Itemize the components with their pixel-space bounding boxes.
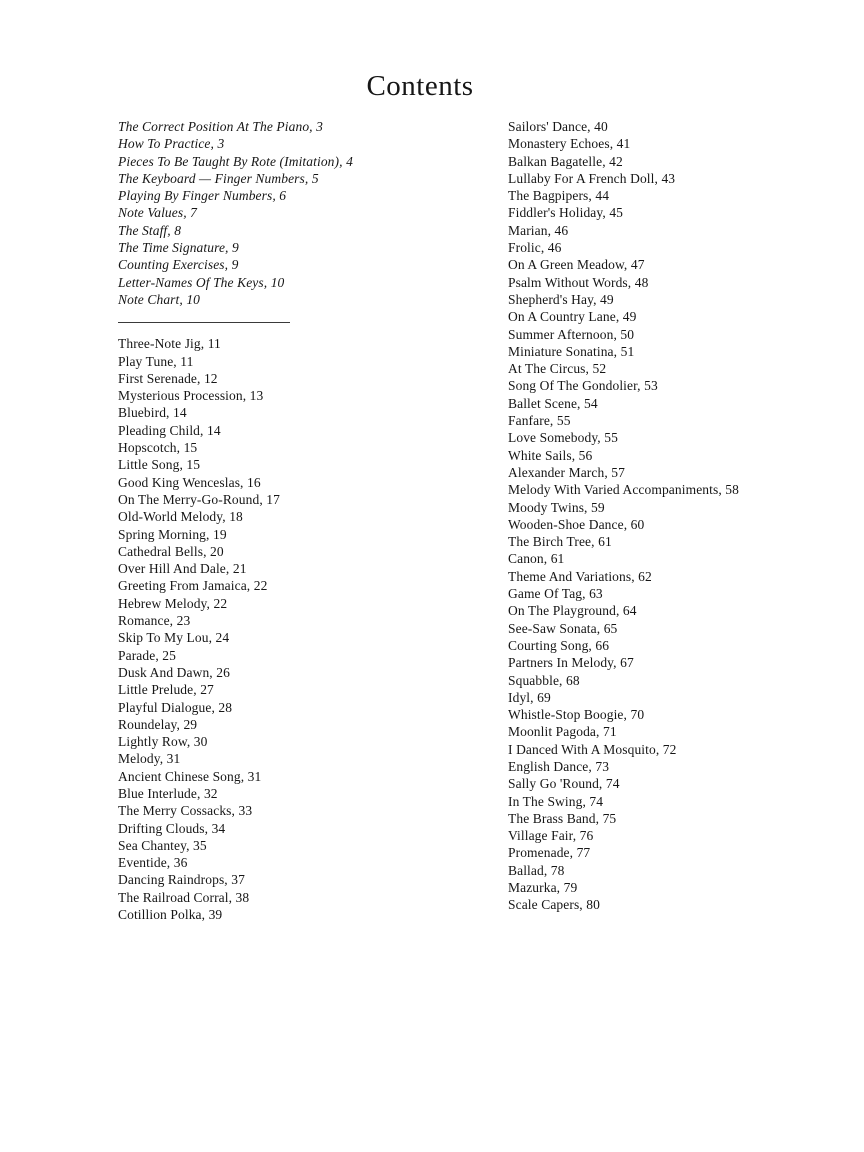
toc-entry: Romance, 23	[118, 613, 191, 629]
toc-entry: Partners In Melody, 67	[508, 655, 634, 671]
toc-entry: Miniature Sonatina, 51	[508, 343, 635, 359]
toc-entry: How To Practice, 3	[118, 136, 225, 152]
toc-entry: In The Swing, 74	[508, 793, 604, 809]
toc-entry: Cotillion Polka, 39	[118, 907, 223, 923]
toc-entry: Shepherd's Hay, 49	[508, 291, 614, 307]
toc-entry: The Correct Position At The Piano, 3	[118, 119, 323, 134]
toc-entry: Marian, 46	[508, 222, 569, 238]
toc-entry: Scale Capers, 80	[508, 897, 600, 913]
toc-entry: Roundelay, 29	[118, 716, 198, 732]
toc-entry: Hebrew Melody, 22	[118, 595, 228, 611]
toc-entry: Melody, 31	[118, 751, 181, 767]
toc-entry: Sea Chantey, 35	[118, 837, 207, 853]
toc-entry: Greeting From Jamaica, 22	[118, 578, 268, 594]
toc-entry: Good King Wenceslas, 16	[118, 474, 261, 490]
toc-entry: The Brass Band, 75	[508, 810, 617, 826]
toc-entry: Ancient Chinese Song, 31	[118, 768, 262, 784]
toc-entry: Playful Dialogue, 28	[118, 699, 233, 715]
toc-entry: Song Of The Gondolier, 53	[508, 378, 658, 394]
toc-entry: Old-World Melody, 18	[118, 509, 243, 525]
toc-entry: Mazurka, 79	[508, 880, 578, 896]
toc-entry: Canon, 61	[508, 551, 565, 567]
toc-entry: Drifting Clouds, 34	[118, 820, 226, 836]
toc-entry: Fanfare, 55	[508, 413, 571, 429]
toc-entry: Pieces To Be Taught By Rote (Imitation), 4	[118, 153, 353, 169]
toc-entry: White Sails, 56	[508, 447, 593, 463]
toc-entry: Skip To My Lou, 24	[118, 630, 230, 646]
toc-entry: Playing By Finger Numbers, 6	[118, 188, 287, 204]
toc-entry: Melody With Varied Accompaniments, 58	[508, 482, 739, 498]
toc-entry: Whistle-Stop Boogie, 70	[508, 707, 645, 723]
toc-entry: Counting Exercises, 9	[118, 257, 239, 273]
toc-entry: Squabble, 68	[508, 672, 580, 688]
page-title: Contents	[366, 70, 474, 102]
toc-entry: The Time Signature, 9	[118, 240, 239, 256]
toc-entry: Lightly Row, 30	[118, 734, 208, 750]
toc-entry: On The Merry-Go-Round, 17	[118, 491, 280, 507]
toc-entry: Moody Twins, 59	[508, 499, 605, 515]
toc-entry: Little Prelude, 27	[118, 682, 214, 698]
toc-entry: Summer Afternoon, 50	[508, 326, 635, 342]
toc-entry: Pleading Child, 14	[118, 422, 221, 438]
toc-entry: Bluebird, 14	[118, 405, 187, 421]
toc-entry: Fiddler's Holiday, 45	[508, 205, 624, 221]
toc-entry: Lullaby For A French Doll, 43	[508, 170, 676, 186]
toc-entry: Cathedral Bells, 20	[118, 543, 224, 559]
toc-entry: Sally Go 'Round, 74	[508, 776, 620, 792]
toc-entry: Sailors' Dance, 40	[508, 119, 608, 134]
toc-entry: Game Of Tag, 63	[508, 586, 603, 602]
toc-entry: The Railroad Corral, 38	[118, 889, 250, 905]
toc-entry: Theme And Variations, 62	[508, 568, 652, 584]
toc-entry: Moonlit Pagoda, 71	[508, 724, 617, 740]
toc-entry: Village Fair, 76	[508, 828, 594, 844]
toc-entry: Little Song, 15	[118, 457, 201, 473]
toc-entry: Hopscotch, 15	[118, 440, 198, 456]
toc-entry: Over Hill And Dale, 21	[118, 561, 247, 577]
toc-entry: Love Somebody, 55	[508, 430, 618, 446]
toc-entry: On A Green Meadow, 47	[508, 257, 645, 273]
toc-entry: Ballet Scene, 54	[508, 395, 598, 411]
toc-entry: Courting Song, 66	[508, 637, 610, 653]
toc-entry: Mysterious Procession, 13	[118, 388, 264, 404]
toc-entry: Balkan Bagatelle, 42	[508, 153, 623, 169]
toc-entry: Alexander March, 57	[508, 464, 625, 480]
toc-entry: Letter-Names Of The Keys, 10	[118, 274, 285, 290]
toc-entry: On The Playground, 64	[508, 603, 637, 619]
intro-section-list	[118, 118, 503, 308]
left-column	[118, 118, 503, 923]
toc-entry: Play Tune, 11	[118, 353, 194, 369]
toc-entry: Dusk And Dawn, 26	[118, 664, 230, 680]
toc-entry: Parade, 25	[118, 647, 176, 663]
toc-entry: The Merry Cossacks, 33	[118, 803, 253, 819]
pieces-list-left	[118, 335, 503, 923]
toc-entry: Wooden-Shoe Dance, 60	[508, 516, 645, 532]
toc-entry: Monastery Echoes, 41	[508, 136, 631, 152]
pieces-list-right	[508, 118, 864, 914]
toc-entry: Blue Interlude, 32	[118, 785, 218, 801]
toc-entry: I Danced With A Mosquito, 72	[508, 741, 677, 757]
toc-entry: The Bagpipers, 44	[508, 188, 610, 204]
toc-entry: Eventide, 36	[118, 855, 188, 871]
toc-entry: Note Values, 7	[118, 205, 198, 221]
toc-entry: Note Chart, 10	[118, 291, 201, 307]
toc-entry: Three-Note Jig, 11	[118, 336, 221, 352]
toc-entry: The Keyboard — Finger Numbers, 5	[118, 170, 319, 186]
toc-entry: The Staff, 8	[118, 222, 182, 238]
toc-entry: First Serenade, 12	[118, 370, 218, 386]
toc-entry: English Dance, 73	[508, 758, 610, 774]
toc-entry: Idyl, 69	[508, 689, 551, 705]
section-divider	[118, 322, 290, 323]
toc-entry: Ballad, 78	[508, 862, 565, 878]
toc-entry: See-Saw Sonata, 65	[508, 620, 618, 636]
toc-entry: Promenade, 77	[508, 845, 591, 861]
right-column	[508, 118, 864, 914]
toc-entry: Frolic, 46	[508, 240, 562, 256]
toc-entry: On A Country Lane, 49	[508, 309, 637, 325]
toc-entry: At The Circus, 52	[508, 361, 607, 377]
toc-entry: Dancing Raindrops, 37	[118, 872, 245, 888]
toc-entry: The Birch Tree, 61	[508, 534, 612, 550]
toc-entry: Psalm Without Words, 48	[508, 274, 649, 290]
toc-entry: Spring Morning, 19	[118, 526, 227, 542]
